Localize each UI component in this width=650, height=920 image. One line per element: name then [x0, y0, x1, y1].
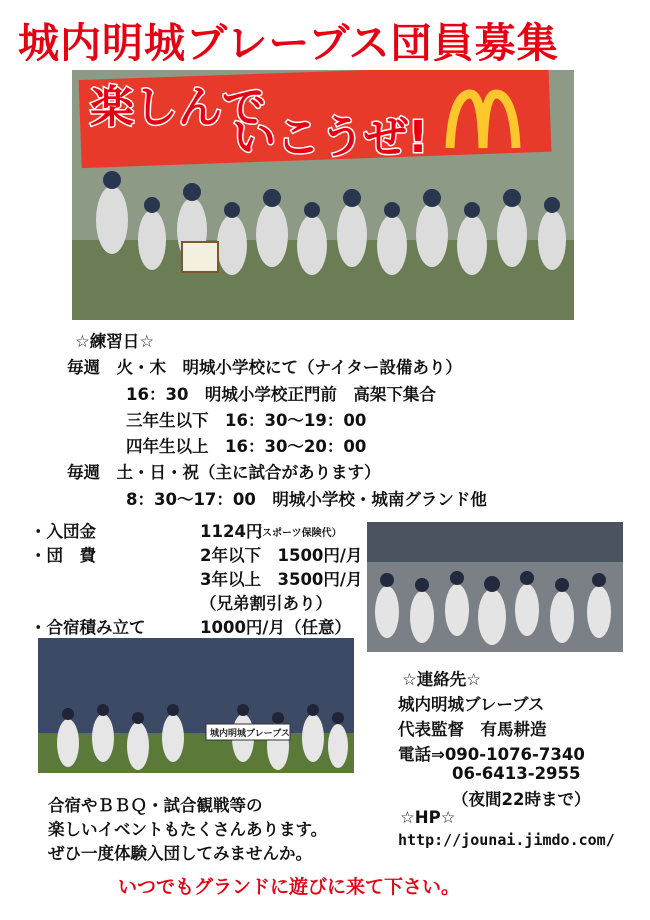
practice-line-4: 四年生以上 16：30～20：00: [126, 437, 367, 456]
footer-message: いつでもグランドに遊びに来て下さい。: [118, 876, 461, 898]
entry-fee-label: ・入団金: [30, 522, 96, 541]
events-line-3: ぜひ一度体験入団してみませんか。: [48, 844, 312, 863]
team-photo-main-svg: [72, 70, 574, 320]
banner-line1: 楽しんで: [90, 82, 266, 133]
banner-line2: いこうぜ!: [232, 112, 429, 163]
contact-phone-1: 電話⇒090-1076-7340: [398, 745, 585, 764]
contact-phone-2: 06-6413-2955: [452, 764, 581, 783]
practice-line-3: 三年生以下 16：30～19：00: [126, 411, 367, 430]
camp-label: ・合宿積み立て: [30, 618, 146, 637]
entry-fee-value: 1124円: [200, 522, 263, 541]
photo-sign-text: 城内明城ブレーブス: [210, 729, 290, 739]
entry-fee-note: （スポーツ保険代）: [252, 528, 342, 539]
practice-line-1: 毎週 火・木 明城小学校にて（ナイター設備あり）: [67, 358, 462, 377]
contact-phone-note: （夜間22時まで）: [452, 790, 591, 809]
dues-line-1: 2年以下 1500円/月: [200, 546, 363, 565]
events-line-1: 合宿やＢＢＱ・試合観戦等の: [48, 796, 263, 815]
practice-line-2: 16：30 明城小学校正門前 高架下集合: [126, 385, 436, 404]
contact-manager: 代表監督 有馬耕造: [398, 720, 547, 739]
practice-line-6: 8：30～17：00 明城小学校・城南グランド他: [126, 490, 487, 509]
contact-team: 城内明城ブレーブス: [398, 695, 545, 714]
dues-line-2: 3年以上 3500円/月: [200, 570, 363, 589]
camp-value: 1000円/月（任意）: [200, 618, 351, 637]
team-photo-main: [72, 70, 574, 320]
team-photo-left: [38, 638, 354, 773]
events-line-2: 楽しいイベントもたくさんあります。: [48, 820, 328, 839]
page-title: 城内明城ブレーブス団員募集: [18, 19, 559, 67]
team-photo-left-svg: [38, 638, 354, 773]
practice-line-5: 毎週 土・日・祝（主に試合があります）: [67, 463, 381, 482]
dues-note: （兄弟割引あり）: [200, 594, 332, 613]
dues-label: ・団 費: [30, 546, 96, 565]
contact-heading: ☆連絡先☆: [402, 670, 482, 689]
practice-heading: ☆練習日☆: [75, 332, 155, 351]
team-photo-right: [367, 522, 623, 652]
hp-url-link[interactable]: http://jounai.jimdo.com/: [398, 831, 615, 849]
team-photo-right-svg: [367, 522, 623, 652]
hp-heading: ☆HP☆: [400, 808, 456, 827]
